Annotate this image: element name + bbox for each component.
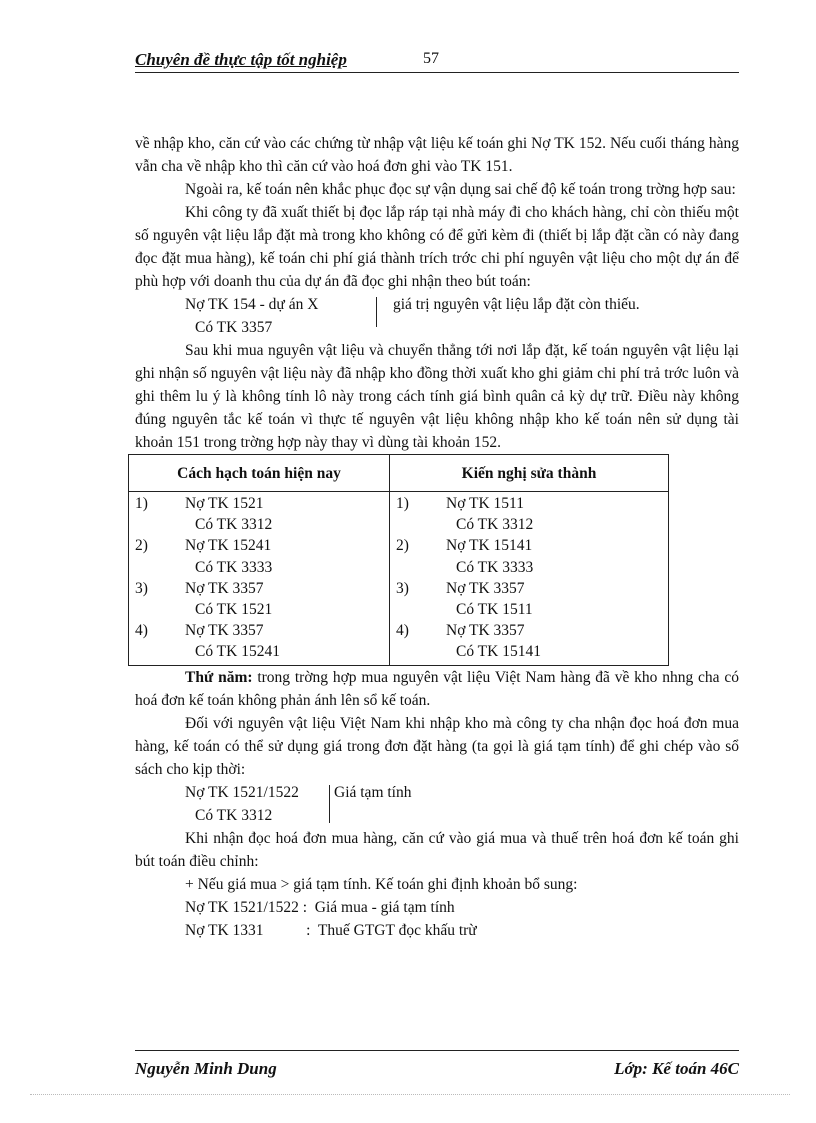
- page-edge-divider: [30, 1094, 790, 1095]
- paragraph-5-text: trong trờng hợp mua nguyên vật liệu Việt Nam hàng đã về kho nhng cha có hoá đơn kế toán không phản ánh lên sổ kế toán.: [135, 668, 739, 709]
- table-header-proposed: Kiến nghị sửa thành: [390, 455, 669, 492]
- paragraph-3: Khi công ty đã xuất thiết bị đọc lắp ráp tại nhà máy đi cho khách hàng, chỉ còn thiếu một số nguyên vật liệu lắp đặt mà trong kho không có để gửi kèm đi (thiết bị lắp đặt cần có này đang đọc đặt mua hàng), kế toán chi phí giá thành trích trớc chi phí nguyên vật liệu cho một dự án để phù hợp với doanh thu của dự án đã đọc ghi nhận theo bút toán:: [135, 204, 739, 290]
- entry2-debit: Nợ TK 1521/1522: [185, 783, 299, 801]
- credit-line: Có TK 15241: [195, 643, 280, 661]
- paragraph-5: [135, 666, 739, 712]
- credit-line: Có TK 1521: [195, 601, 273, 619]
- row-number: 4): [396, 622, 409, 640]
- page-number: 57: [423, 50, 439, 67]
- credit-line: Có TK 1511: [456, 601, 533, 619]
- page-header: [135, 50, 739, 73]
- credit-line: Có TK 3312: [195, 516, 273, 534]
- paragraph-7: Khi nhận đọc hoá đơn mua hàng, căn cứ vào giá mua và thuế trên hoá đơn kế toán ghi bút toán điều chỉnh:: [135, 829, 739, 870]
- journal-entry-1: [135, 293, 739, 339]
- row-number: 1): [135, 495, 148, 512]
- credit-line: Có TK 3312: [456, 516, 534, 534]
- debit-line: Nợ TK 1521: [185, 495, 264, 512]
- entry1-divider: [376, 297, 377, 327]
- debit-line: Nợ TK 15241: [185, 537, 272, 555]
- row-number: 3): [135, 579, 148, 597]
- paragraph-2: Ngoài ra, kế toán nên khắc phục đọc sự vận dụng sai chế độ kế toán trong trờng hợp sau:: [185, 181, 736, 198]
- footer-author: Nguyễn Minh Dung: [135, 1059, 277, 1078]
- table-cell-current: [129, 492, 390, 666]
- table-header-current: Cách hạch toán hiện nay: [129, 455, 390, 492]
- row-number: 2): [135, 537, 148, 555]
- debit-line: Nợ TK 3357: [185, 622, 264, 640]
- paragraph-1: về nhập kho, căn cứ vào các chứng từ nhập vật liệu kế toán ghi Nợ TK 152. Nếu cuối tháng hàng vẫn cha về nhập kho thì căn cứ vào hoá đơn ghi vào TK 151.: [135, 135, 739, 175]
- debit-line: Nợ TK 1511: [446, 495, 524, 512]
- row-number: 3): [396, 579, 409, 597]
- comparison-table: [128, 454, 669, 666]
- journal-entry-2: [135, 781, 739, 827]
- entry1-note: giá trị nguyên vật liệu lắp đặt còn thiếu.: [393, 296, 640, 313]
- table-cell-proposed: [390, 492, 669, 666]
- debit-line: Nợ TK 3357: [185, 579, 264, 597]
- debit-line: Nợ TK 15141: [446, 537, 533, 555]
- document-body: [135, 132, 739, 942]
- paragraph-5-lead: Thứ năm:: [185, 668, 253, 686]
- row-number: 4): [135, 622, 148, 640]
- paragraph-8: + Nếu giá mua > giá tạm tính. Kế toán ghi định khoản bổ sung:: [185, 875, 578, 893]
- page-footer: [135, 1050, 739, 1078]
- debit-line: Nợ TK 3357: [446, 579, 525, 597]
- row-number: 1): [396, 495, 409, 512]
- entry1-debit: Nợ TK 154 - dự án X: [185, 296, 319, 313]
- entry1-credit: Có TK 3357: [195, 319, 273, 336]
- entry2-note: Giá tạm tính: [334, 783, 412, 801]
- paragraph-6: Đối với nguyên vật liệu Việt Nam khi nhập kho mà công ty cha nhận đọc hoá đơn mua hàng, kế toán có thể sử dụng giá trong đơn đặt hàng (ta gọi là giá tạm tính) để ghi chép vào sổ sách cho kịp thời:: [135, 714, 739, 778]
- header-title: Chuyên đề thực tập tốt nghiệp: [135, 50, 347, 69]
- paragraph-4: Sau khi mua nguyên vật liệu và chuyển thẳng tới nơi lắp đặt, kế toán nguyên vật liệu lại ghi nhận số nguyên vật liệu này đã nhập kho đồng thời xuất kho ghi giảm chi phí trả trớc luôn và ghi thêm lu ý là không tính lô này trong cách tính giá bình quân cả kỳ dự trữ. Điều này không đúng nguyên tắc kế toán vì thực tế nguyên vật liệu không nhập kho kế toán nên sử dụng tài khoản 151 trong trờng hợp này thay vì dùng tài khoản 152.: [135, 342, 739, 451]
- entry2-divider: [329, 785, 330, 823]
- entry3-line2: Nợ TK 1331 : Thuế GTGT đọc khấu trừ: [185, 921, 477, 939]
- entry2-credit: Có TK 3312: [195, 806, 273, 824]
- row-number: 2): [396, 537, 409, 555]
- debit-line: Nợ TK 3357: [446, 622, 525, 640]
- credit-line: Có TK 3333: [456, 558, 534, 576]
- credit-line: Có TK 15141: [456, 643, 541, 661]
- entry3-line1: Nợ TK 1521/1522 : Giá mua - giá tạm tính: [185, 898, 455, 916]
- footer-class: Lớp: Kế toán 46C: [614, 1059, 739, 1078]
- credit-line: Có TK 3333: [195, 558, 273, 576]
